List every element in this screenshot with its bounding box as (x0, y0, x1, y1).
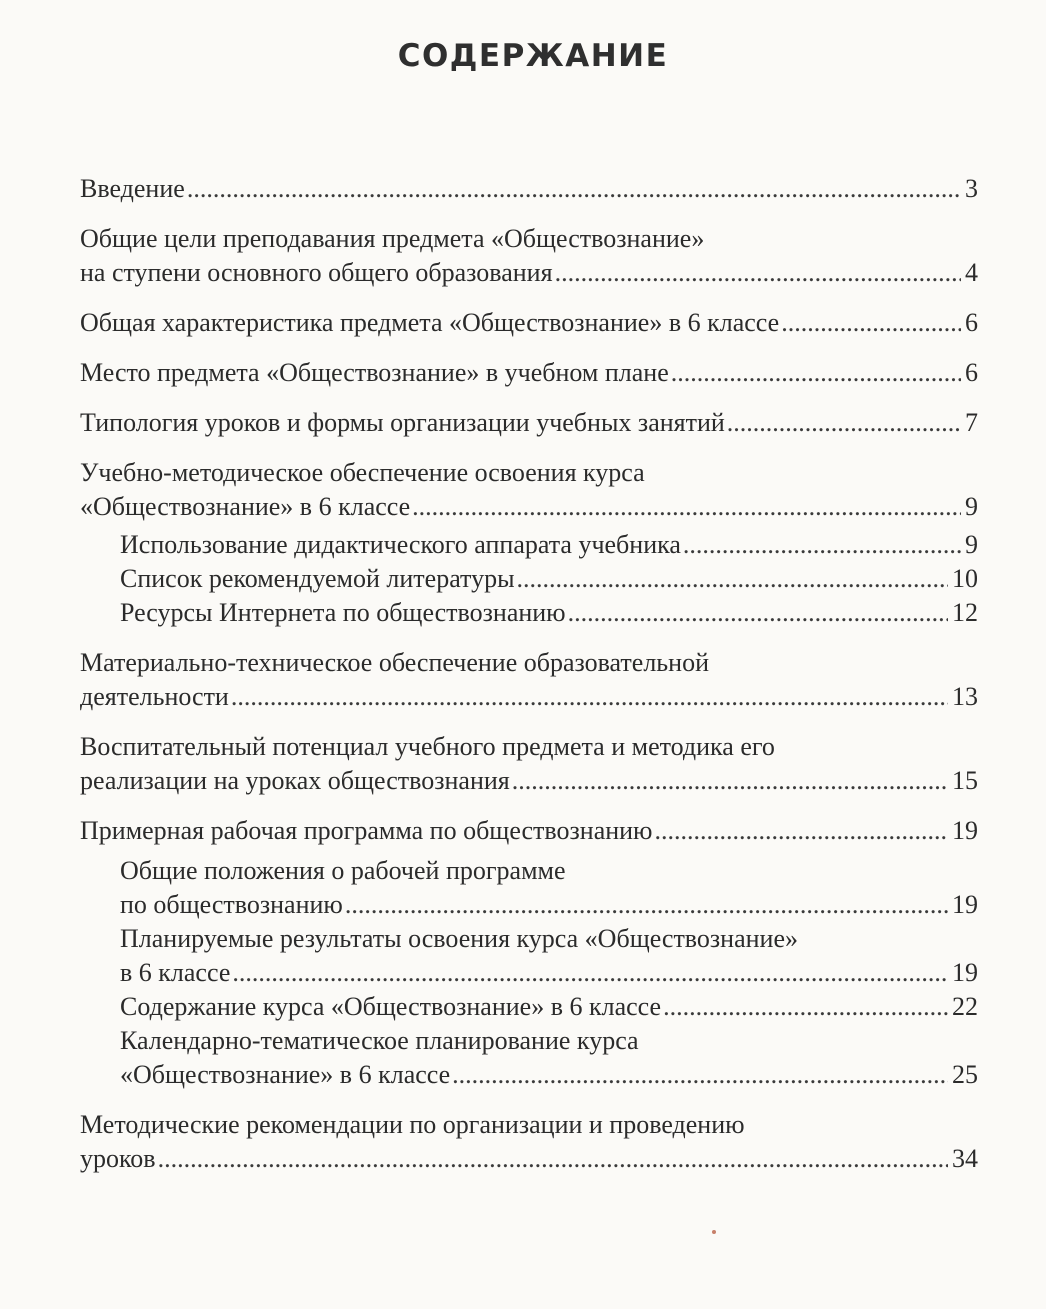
toc-entry-line (80, 814, 978, 848)
dot-leader (345, 888, 948, 922)
toc-entry (80, 646, 978, 714)
dot-leader (671, 356, 961, 390)
toc-entry-label: Общая характеристика предмета «Обществознание» в 6 классе (80, 308, 780, 337)
dot-leader (555, 256, 961, 290)
toc-entry-label: «Обществознание» в 6 классе (80, 492, 411, 521)
page-number: 34 (952, 1144, 978, 1173)
page-number: 19 (952, 890, 978, 919)
dot-leader (727, 406, 961, 440)
dot-leader (231, 680, 948, 714)
toc-entry (80, 456, 978, 630)
toc-entry (80, 172, 978, 206)
toc-entry-label: уроков (80, 1144, 156, 1173)
dot-leader (512, 764, 948, 798)
dot-leader (663, 990, 948, 1024)
toc-entry-text: Методические рекомендации по организации и проведению (80, 1110, 745, 1139)
dot-leader (232, 956, 948, 990)
toc-entry-line (80, 490, 978, 524)
page-number: 22 (952, 992, 978, 1021)
toc-entry-label: на ступени основного общего образования (80, 258, 553, 287)
page-number: 9 (965, 530, 978, 559)
dot-leader (158, 1142, 948, 1176)
toc-entry-label: Примерная рабочая программа по обществознанию (80, 816, 653, 845)
toc-entry-label: «Обществознание» в 6 классе (120, 1060, 451, 1089)
toc-entry-text: Планируемые результаты освоения курса «Обществознание» (120, 924, 798, 953)
toc-entry-label: по обществознанию (120, 890, 343, 919)
toc-entry (80, 814, 978, 1092)
page-number: 25 (952, 1060, 978, 1089)
toc-entry-label: реализации на уроках обществознания (80, 766, 510, 795)
toc-subentry-line (120, 1058, 978, 1092)
toc-entry-label: деятельности (80, 682, 229, 711)
page-number: 12 (952, 598, 978, 627)
page-number: 19 (952, 816, 978, 845)
dot-leader (412, 490, 961, 524)
toc-entry-line (80, 1142, 978, 1176)
toc-entry-text: Общие цели преподавания предмета «Обществознание» (80, 224, 705, 253)
toc-entry (80, 306, 978, 340)
toc-entry-label: Введение (80, 174, 185, 203)
page-number: 6 (965, 308, 978, 337)
dot-leader (187, 172, 961, 206)
toc-entry-text: Календарно-тематическое планирование курса (120, 1026, 639, 1055)
toc-entry-line (80, 172, 978, 206)
toc-subentry-line (120, 956, 978, 990)
dot-leader (517, 562, 948, 596)
toc-entry-label: Содержание курса «Обществознание» в 6 классе (120, 992, 662, 1021)
toc-entry-line (80, 764, 978, 798)
toc-entry-line (80, 256, 978, 290)
toc-entry-text: Воспитательный потенциал учебного предмета и методика его (80, 732, 775, 761)
toc-entry (80, 356, 978, 390)
toc-subentry-line (120, 562, 978, 596)
page-number: 3 (965, 174, 978, 203)
toc-entry-text: Общие положения о рабочей программе (120, 856, 566, 885)
dot-leader (452, 1058, 948, 1092)
dot-leader (683, 528, 961, 562)
page-number: 9 (965, 492, 978, 521)
toc-entry-label: Использование дидактического аппарата учебника (120, 530, 681, 559)
page-number: 15 (952, 766, 978, 795)
toc-entry (80, 406, 978, 440)
toc-entry-text: Материально-техническое обеспечение образовательной (80, 648, 709, 677)
toc-entry-label: в 6 классе (120, 958, 231, 987)
toc-entry-line (80, 356, 978, 390)
toc-entry (80, 730, 978, 798)
toc-entry-label: Типология уроков и формы организации учебных занятий (80, 408, 725, 437)
dot-leader (654, 814, 948, 848)
page-number: 6 (965, 358, 978, 387)
toc-subentry-line (120, 888, 978, 922)
page-number: 7 (965, 408, 978, 437)
toc-entry-label: Ресурсы Интернета по обществознанию (120, 598, 566, 627)
dot-leader (781, 306, 961, 340)
page-number: 19 (952, 958, 978, 987)
toc-entry-line (80, 680, 978, 714)
toc-subsection (80, 854, 978, 1092)
page-number: 10 (952, 564, 978, 593)
toc-entry-line (80, 406, 978, 440)
toc-entry-line (80, 306, 978, 340)
table-of-contents (80, 172, 978, 1192)
toc-entry (80, 1108, 978, 1176)
toc-subentry-line (120, 596, 978, 630)
page-title: СОДЕРЖАНИЕ (397, 38, 669, 74)
toc-subsection (80, 528, 978, 630)
toc-entry-label: Список рекомендуемой литературы (120, 564, 515, 593)
toc-entry-label: Место предмета «Обществознание» в учебном плане (80, 358, 669, 387)
dot-leader (568, 596, 948, 630)
toc-entry (80, 222, 978, 290)
toc-entry-text: Учебно-методическое обеспечение освоения курса (80, 458, 645, 487)
page-number: 13 (952, 682, 978, 711)
toc-subentry-line (120, 528, 978, 562)
paper-speck (712, 1230, 716, 1234)
toc-subentry-line (120, 990, 978, 1024)
page-number: 4 (965, 258, 978, 287)
